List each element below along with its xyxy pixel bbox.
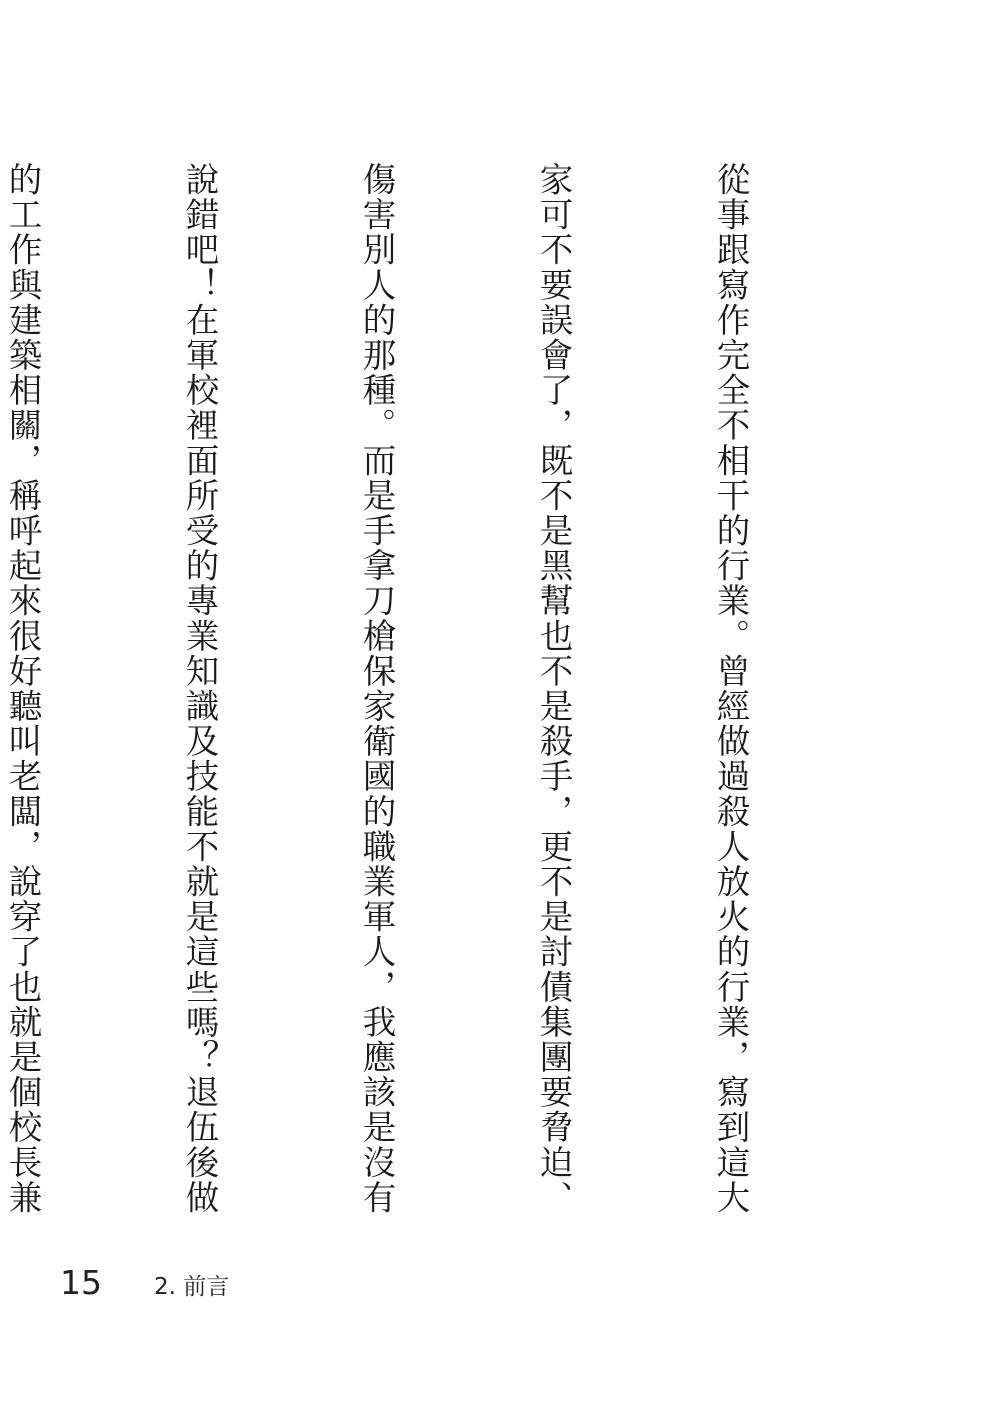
page-number: 15 <box>60 1263 102 1302</box>
text-line-1: 從事跟寫作完全不相干的行業。曾經做過殺人放火的行業，寫到這大 <box>711 162 750 1215</box>
text-line-3: 傷害別人的那種。而是手拿刀槍保家衛國的職業軍人，我應該是沒有 <box>357 162 396 1215</box>
text-line-4: 說錯吧！在軍校裡面所受的專業知識及技能不就是這些嗎？退伍後做 <box>180 162 219 1215</box>
page-footer <box>60 1263 229 1302</box>
text-line-2: 家可不要誤會了，既不是黑幫也不是殺手，更不是討債集團要脅迫、 <box>534 162 573 1215</box>
text-line-5: 的工作與建築相關，稱呼起來很好聽叫老闆，說穿了也就是個校長兼 <box>3 162 42 1215</box>
vertical-body-text <box>0 162 878 1215</box>
chapter-title: 2. 前言 <box>154 1274 230 1300</box>
